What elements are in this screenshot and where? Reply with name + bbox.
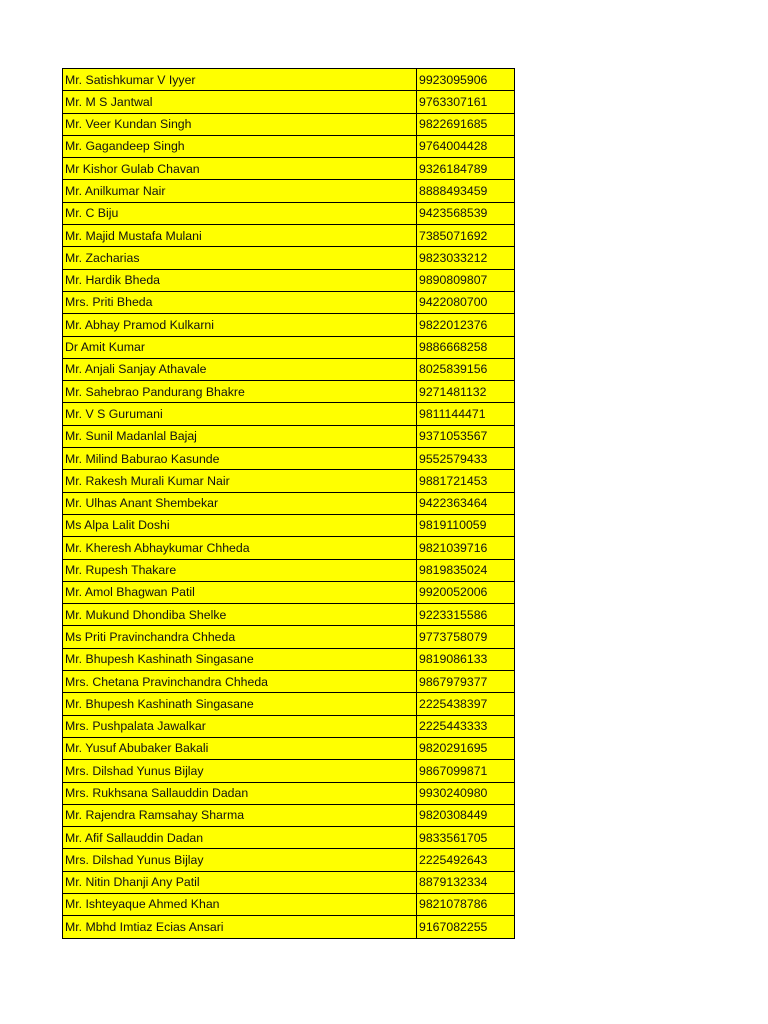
table-row (63, 269, 515, 291)
table-row (63, 448, 515, 470)
contact-phone-cell: 9822012376 (417, 314, 515, 336)
contact-phone-cell: 9821078786 (417, 893, 515, 915)
contact-phone-cell: 9819110059 (417, 514, 515, 536)
table-row (63, 626, 515, 648)
contact-phone-cell: 9422363464 (417, 492, 515, 514)
table-row (63, 849, 515, 871)
contact-name-cell: Mr. Afif Sallauddin Dadan (63, 827, 417, 849)
contact-name-cell: Mr. Hardik Bheda (63, 269, 417, 291)
contact-name-cell: Mr. Zacharias (63, 247, 417, 269)
contact-phone-cell: 9371053567 (417, 425, 515, 447)
contact-name-cell: Mrs. Dilshad Yunus Bijlay (63, 849, 417, 871)
contact-phone-cell: 9326184789 (417, 158, 515, 180)
contact-name-cell: Mr. Veer Kundan Singh (63, 113, 417, 135)
contact-name-cell: Dr Amit Kumar (63, 336, 417, 358)
contact-name-cell: Mr. M S Jantwal (63, 91, 417, 113)
table-row (63, 648, 515, 670)
table-row (63, 604, 515, 626)
table-row (63, 470, 515, 492)
contact-phone-cell: 2225443333 (417, 715, 515, 737)
contact-name-cell: Mr. Kheresh Abhaykumar Chheda (63, 537, 417, 559)
contact-phone-cell: 9821039716 (417, 537, 515, 559)
table-row (63, 336, 515, 358)
table-row (63, 403, 515, 425)
contact-name-cell: Mr. Anilkumar Nair (63, 180, 417, 202)
table-row (63, 358, 515, 380)
contact-name-cell: Mr. Yusuf Abubaker Bakali (63, 737, 417, 759)
table-row (63, 693, 515, 715)
table-row (63, 581, 515, 603)
contact-phone-cell: 9920052006 (417, 581, 515, 603)
contact-name-cell: Mr. V S Gurumani (63, 403, 417, 425)
contact-name-cell: Mr. Ishteyaque Ahmed Khan (63, 893, 417, 915)
contact-name-cell: Ms Priti Pravinchandra Chheda (63, 626, 417, 648)
table-row (63, 804, 515, 826)
contact-phone-cell: 9820308449 (417, 804, 515, 826)
table-row (63, 180, 515, 202)
contact-name-cell: Mr. Ulhas Anant Shembekar (63, 492, 417, 514)
table-row (63, 425, 515, 447)
contact-phone-cell: 9422080700 (417, 291, 515, 313)
contact-name-cell: Mr. Sunil Madanlal Bajaj (63, 425, 417, 447)
contact-phone-cell: 8025839156 (417, 358, 515, 380)
contact-phone-cell: 2225438397 (417, 693, 515, 715)
table-row (63, 537, 515, 559)
table-row (63, 671, 515, 693)
table-row (63, 827, 515, 849)
contact-table (62, 68, 515, 939)
contact-phone-cell: 9890809807 (417, 269, 515, 291)
table-row (63, 737, 515, 759)
table-row (63, 559, 515, 581)
contact-name-cell: Mr. Bhupesh Kashinath Singasane (63, 693, 417, 715)
contact-phone-cell: 9764004428 (417, 135, 515, 157)
contact-phone-cell: 9223315586 (417, 604, 515, 626)
contact-name-cell: Mrs. Dilshad Yunus Bijlay (63, 760, 417, 782)
contact-name-cell: Mr. Anjali Sanjay Athavale (63, 358, 417, 380)
contact-name-cell: Mr. Rupesh Thakare (63, 559, 417, 581)
table-row (63, 225, 515, 247)
contact-phone-cell: 9811144471 (417, 403, 515, 425)
contact-name-cell: Ms Alpa Lalit Doshi (63, 514, 417, 536)
table-row (63, 314, 515, 336)
contact-phone-cell: 9773758079 (417, 626, 515, 648)
contact-name-cell: Mr. Amol Bhagwan Patil (63, 581, 417, 603)
contact-phone-cell: 9819086133 (417, 648, 515, 670)
contact-sheet (62, 68, 515, 939)
contact-phone-cell: 9763307161 (417, 91, 515, 113)
table-row (63, 782, 515, 804)
contact-name-cell: Mr. Abhay Pramod Kulkarni (63, 314, 417, 336)
contact-name-cell: Mr. Bhupesh Kashinath Singasane (63, 648, 417, 670)
table-row (63, 381, 515, 403)
contact-name-cell: Mrs. Priti Bheda (63, 291, 417, 313)
contact-name-cell: Mrs. Chetana Pravinchandra Chheda (63, 671, 417, 693)
contact-phone-cell: 9930240980 (417, 782, 515, 804)
table-row (63, 91, 515, 113)
contact-phone-cell: 9271481132 (417, 381, 515, 403)
contact-name-cell: Mr. Rajendra Ramsahay Sharma (63, 804, 417, 826)
contact-name-cell: Mr. Majid Mustafa Mulani (63, 225, 417, 247)
contact-table-body (63, 69, 515, 939)
contact-name-cell: Mrs. Rukhsana Sallauddin Dadan (63, 782, 417, 804)
contact-phone-cell: 9867099871 (417, 760, 515, 782)
contact-name-cell: Mr. Satishkumar V Iyyer (63, 69, 417, 91)
contact-name-cell: Mr. Mukund Dhondiba Shelke (63, 604, 417, 626)
contact-phone-cell: 9822691685 (417, 113, 515, 135)
table-row (63, 492, 515, 514)
table-row (63, 135, 515, 157)
contact-name-cell: Mr. C Biju (63, 202, 417, 224)
table-row (63, 871, 515, 893)
contact-phone-cell: 2225492643 (417, 849, 515, 871)
table-row (63, 247, 515, 269)
contact-phone-cell: 9423568539 (417, 202, 515, 224)
contact-name-cell: Mr. Gagandeep Singh (63, 135, 417, 157)
contact-phone-cell: 9886668258 (417, 336, 515, 358)
table-row (63, 916, 515, 938)
contact-phone-cell: 8888493459 (417, 180, 515, 202)
contact-phone-cell: 9819835024 (417, 559, 515, 581)
contact-phone-cell: 9823033212 (417, 247, 515, 269)
contact-name-cell: Mr. Sahebrao Pandurang Bhakre (63, 381, 417, 403)
contact-name-cell: Mr Kishor Gulab Chavan (63, 158, 417, 180)
contact-phone-cell: 9923095906 (417, 69, 515, 91)
table-row (63, 113, 515, 135)
contact-name-cell: Mrs. Pushpalata Jawalkar (63, 715, 417, 737)
table-row (63, 514, 515, 536)
contact-name-cell: Mr. Mbhd Imtiaz Ecias Ansari (63, 916, 417, 938)
table-row (63, 291, 515, 313)
contact-phone-cell: 9867979377 (417, 671, 515, 693)
contact-phone-cell: 9167082255 (417, 916, 515, 938)
contact-name-cell: Mr. Milind Baburao Kasunde (63, 448, 417, 470)
table-row (63, 893, 515, 915)
table-row (63, 69, 515, 91)
contact-name-cell: Mr. Nitin Dhanji Any Patil (63, 871, 417, 893)
table-row (63, 715, 515, 737)
contact-phone-cell: 9881721453 (417, 470, 515, 492)
contact-phone-cell: 7385071692 (417, 225, 515, 247)
table-row (63, 202, 515, 224)
contact-phone-cell: 8879132334 (417, 871, 515, 893)
table-row (63, 158, 515, 180)
contact-phone-cell: 9552579433 (417, 448, 515, 470)
contact-phone-cell: 9820291695 (417, 737, 515, 759)
contact-name-cell: Mr. Rakesh Murali Kumar Nair (63, 470, 417, 492)
contact-phone-cell: 9833561705 (417, 827, 515, 849)
table-row (63, 760, 515, 782)
